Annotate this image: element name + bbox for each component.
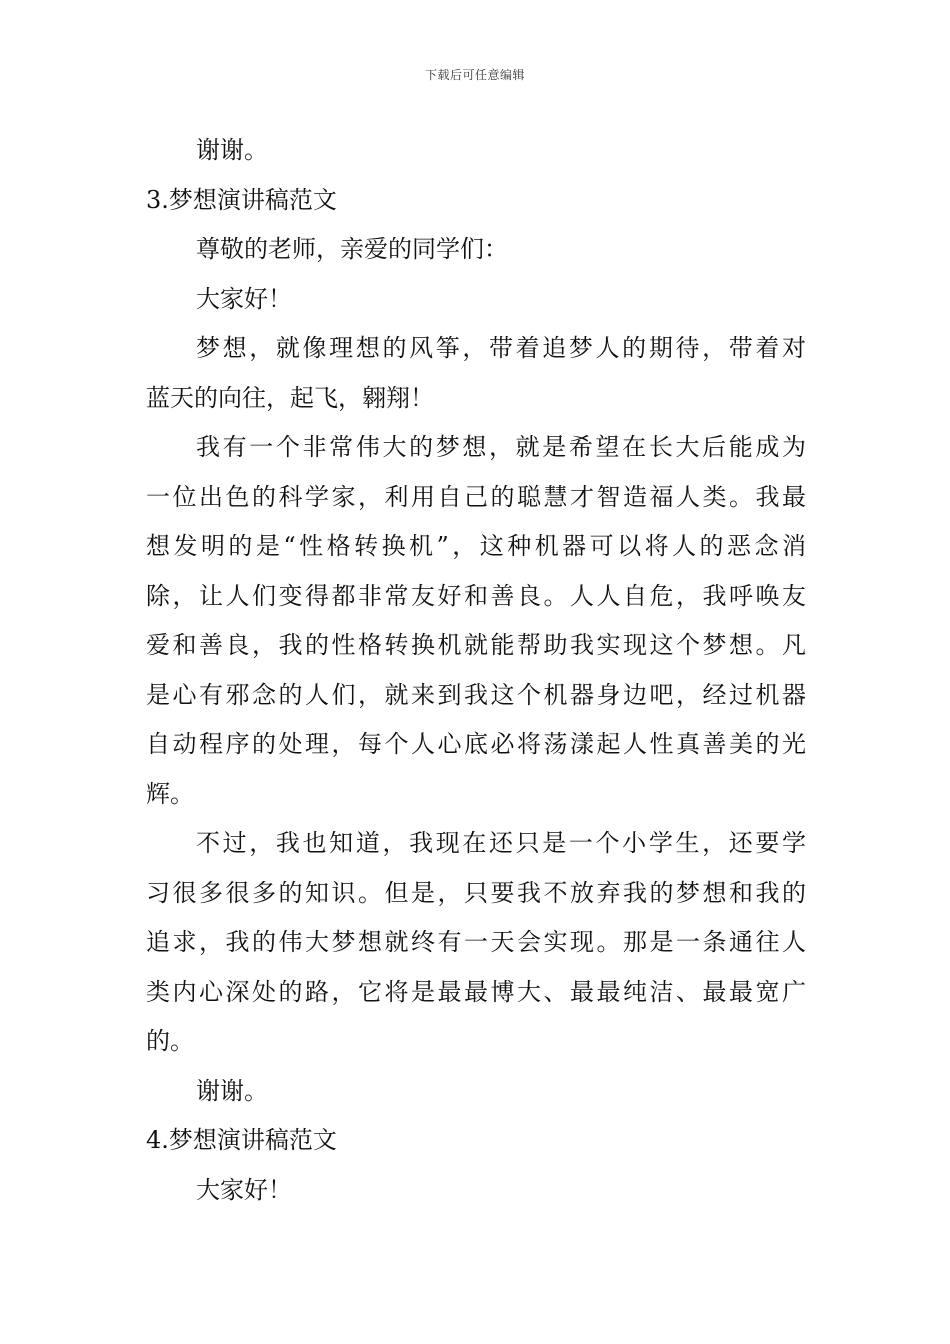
- text-line: 蓝天的向往，起飞，翱翔！: [146, 383, 434, 412]
- text-line: 梦想，就像理想的风筝，带着追梦人的期待，带着对: [196, 334, 806, 362]
- page-header: 下载后可任意编辑: [424, 68, 525, 82]
- text-line: 想发明的是“性格转换机”，这种机器可以将人的恶念消: [146, 532, 806, 560]
- text-line: 类内心深处的路，它将是最最博大、最最纯洁、最最宽广: [146, 977, 806, 1006]
- text-line: 自动程序的处理，每个人心底必将荡漾起人性真善美的光: [146, 730, 806, 758]
- text-line: 大家好！: [196, 1175, 292, 1204]
- text-line: 爱和善良，我的性格转换机就能帮助我实现这个梦想。凡: [146, 631, 806, 659]
- text-line: 是心有邪念的人们，就来到我这个机器身边吧，经过机器: [146, 680, 806, 709]
- text-line: 追求，我的伟大梦想就终有一天会实现。那是一条通往人: [146, 928, 806, 956]
- text-line: 大家好！: [196, 284, 292, 313]
- text-line: 一位出色的科学家，利用自己的聪慧才智造福人类。我最: [146, 482, 806, 511]
- text-line: 不过，我也知道，我现在还只是一个小学生，还要学: [196, 829, 806, 857]
- text-line: 辉。: [146, 779, 194, 808]
- text-line: 我有一个非常伟大的梦想，就是希望在长大后能成为: [196, 433, 806, 461]
- text-line: 谢谢。: [196, 136, 268, 164]
- text-line: 尊敬的老师，亲爱的同学们：: [196, 235, 508, 263]
- section-heading: 3.梦想演讲稿范文: [146, 185, 337, 214]
- text-line: 的。: [146, 1027, 194, 1055]
- text-line: 除，让人们变得都非常友好和善良。人人自危，我呼唤友: [146, 581, 806, 610]
- document-body: [146, 126, 806, 1215]
- text-line: 谢谢。: [196, 1076, 268, 1105]
- section-heading: 4.梦想演讲稿范文: [146, 1126, 337, 1154]
- text-line: 习很多很多的知识。但是，只要我不放弃我的梦想和我的: [146, 878, 806, 907]
